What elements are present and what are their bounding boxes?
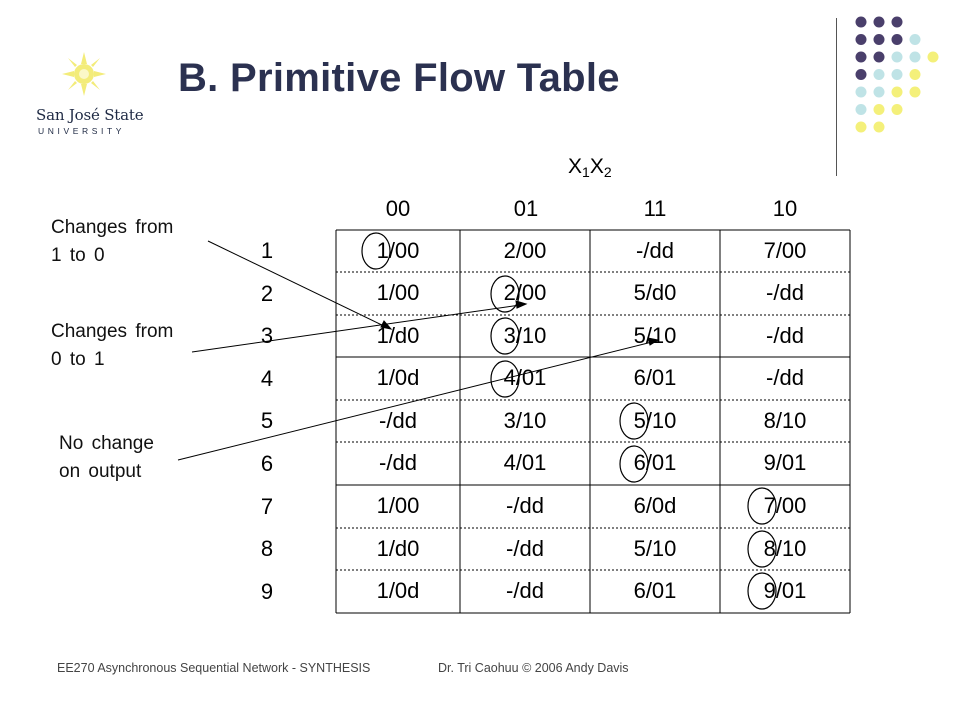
row-header-8: 8 (260, 536, 274, 561)
cell-r3-c11: 5/10 (633, 323, 677, 348)
cell-r3-c10: -/dd (766, 323, 804, 348)
cell-r9-c11: 6/01 (633, 578, 677, 603)
cell-r2-c11: 5/d0 (633, 280, 677, 305)
cell-r9-c01: -/dd (506, 578, 544, 603)
variable-x2-sub: 2 (603, 164, 612, 180)
row-header-1: 1 (260, 238, 274, 263)
variable-x2-base: X (589, 155, 604, 178)
cell-r1-c10: 7/00 (763, 238, 807, 263)
column-header-01: 01 (513, 196, 539, 221)
logo-subtitle: UNIVERSITY (38, 126, 126, 136)
variable-x1-base: X (568, 155, 583, 178)
row-header-2: 2 (260, 281, 274, 306)
column-header-10: 10 (772, 196, 798, 221)
cell-r1-c11: -/dd (636, 238, 674, 263)
annotation-line: 0 to 1 (51, 349, 105, 370)
cell-r5-c00: -/dd (379, 408, 417, 433)
cell-r6-c01: 4/01 (503, 450, 547, 475)
annotation-changes-0-to-1 (51, 318, 173, 374)
annotation-line: 1 to 0 (51, 245, 105, 266)
cell-r5-c11: 5/10 (633, 408, 677, 433)
row-header-5: 5 (260, 408, 274, 433)
annotation-line: Changes from (51, 217, 174, 238)
cell-r7-c11: 6/0d (633, 493, 677, 518)
cell-r4-c01: 4/01 (503, 365, 547, 390)
cell-r8-c00: 1/d0 (376, 536, 420, 561)
cell-r6-c10: 9/01 (763, 450, 807, 475)
cell-r6-c00: -/dd (379, 450, 417, 475)
cell-r7-c00: 1/00 (376, 493, 420, 518)
annotation-line: No change (59, 433, 154, 454)
variable-x1-sub: 1 (582, 164, 590, 180)
row-header-7: 7 (260, 494, 274, 519)
cell-r4-c00: 1/0d (376, 365, 420, 390)
annotation-changes-1-to-0 (51, 214, 173, 270)
footer-author: Dr. Tri Caohuu © 2006 Andy Davis (438, 661, 629, 675)
row-header-6: 6 (260, 451, 274, 476)
cell-r2-c01: 2/00 (503, 280, 547, 305)
cell-r7-c10: 7/00 (763, 493, 807, 518)
cell-r8-c10: 8/10 (763, 536, 807, 561)
cell-r2-c10: -/dd (766, 280, 804, 305)
cell-r9-c10: 9/01 (763, 578, 807, 603)
cell-r3-c01: 3/10 (503, 323, 547, 348)
slide-title: B. Primitive Flow Table (178, 56, 620, 100)
footer-course: EE270 Asynchronous Sequential Network - SYNTHESIS (57, 661, 371, 675)
cell-r5-c01: 3/10 (503, 408, 547, 433)
logo-name: San José State (36, 106, 144, 124)
cell-r4-c10: -/dd (766, 365, 804, 390)
row-header-3: 3 (260, 323, 274, 348)
column-header-11: 11 (643, 196, 667, 221)
cell-r7-c01: -/dd (506, 493, 544, 518)
cell-r5-c10: 8/10 (763, 408, 807, 433)
column-header-00: 00 (385, 196, 411, 221)
row-header-4: 4 (260, 366, 274, 391)
row-header-9: 9 (260, 579, 274, 604)
annotation-line: on output (59, 461, 142, 482)
cell-r6-c11: 6/01 (633, 450, 677, 475)
cell-r8-c01: -/dd (506, 536, 544, 561)
cell-r8-c11: 5/10 (633, 536, 677, 561)
annotation-line: Changes from (51, 321, 174, 342)
cell-r2-c00: 1/00 (376, 280, 420, 305)
cell-r1-c01: 2/00 (503, 238, 547, 263)
cell-r3-c00: 1/d0 (376, 323, 420, 348)
annotation-no-change (59, 430, 154, 486)
cell-r4-c11: 6/01 (633, 365, 677, 390)
cell-r1-c00: 1/00 (376, 238, 420, 263)
cell-r9-c00: 1/0d (376, 578, 420, 603)
